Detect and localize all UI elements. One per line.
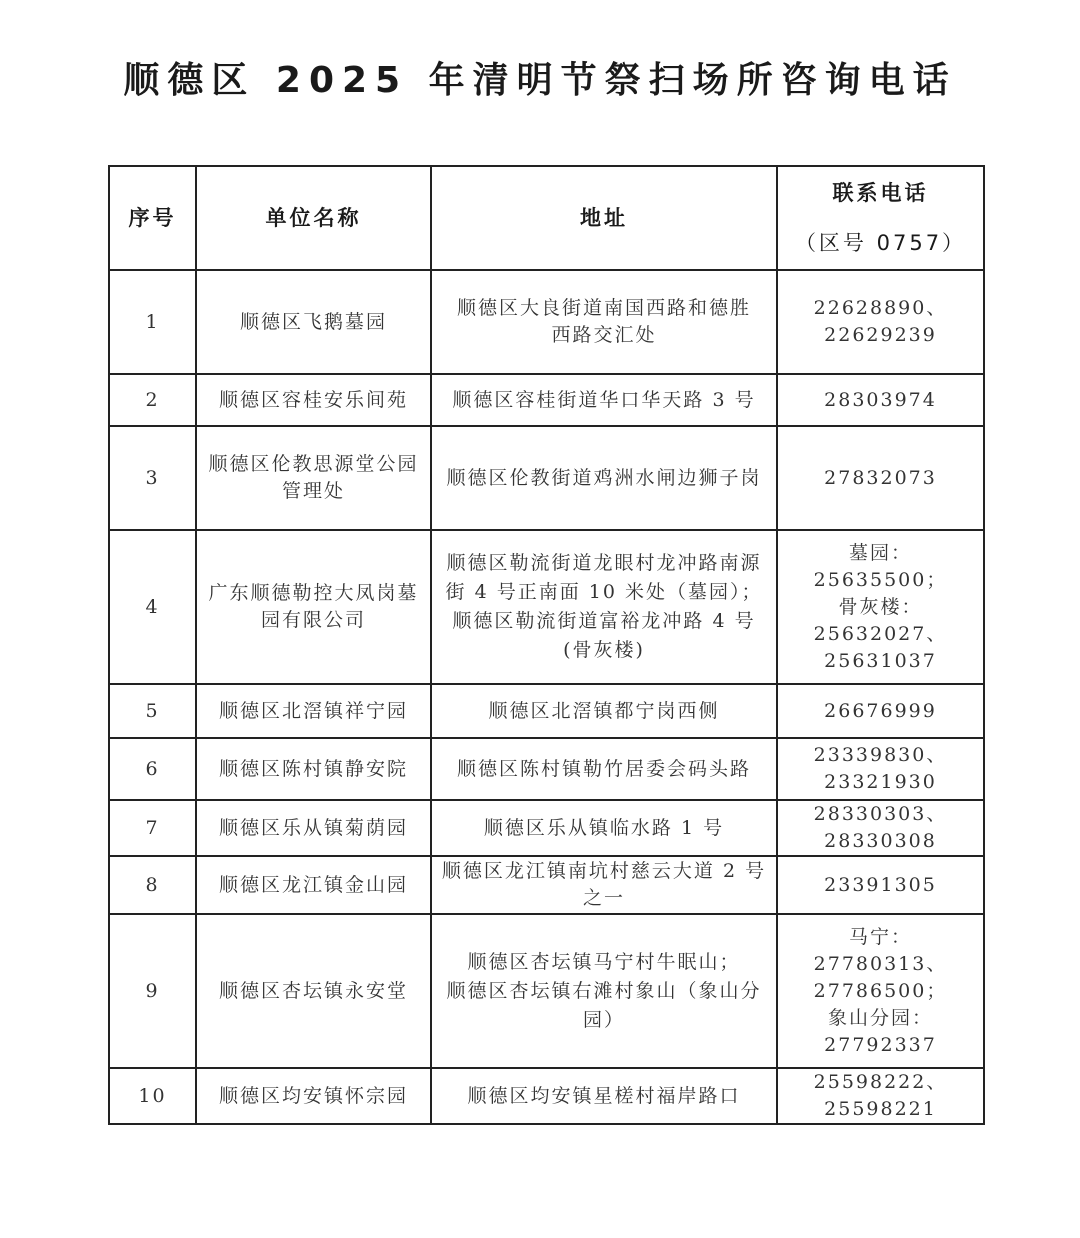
phone-line: 22628890、 (813, 297, 948, 319)
table-row (109, 426, 984, 530)
phone-line: 马宁：27780313、 (813, 925, 948, 975)
row-index: 8 (109, 856, 196, 914)
header-name: 单位名称 (196, 166, 431, 270)
name-line: 管理处 (281, 480, 345, 502)
address-line: 顺德区杏坛镇马宁村牛眠山； (467, 950, 741, 973)
phone-line: 墓园：25635500； (813, 541, 948, 591)
table-row (109, 684, 984, 738)
row-index: 9 (109, 914, 196, 1068)
row-index: 7 (109, 800, 196, 856)
table-row (109, 270, 984, 374)
table-row (109, 374, 984, 426)
page-title: 顺德区 2025 年清明节祭扫场所咨询电话 (123, 60, 957, 101)
address-line: 西路交汇处 (551, 324, 657, 346)
table-row (109, 1068, 984, 1124)
row-name: 顺德区飞鹅墓园 (196, 270, 431, 374)
row-phone: 27832073 (777, 426, 984, 530)
header-phone (777, 166, 984, 270)
row-address (431, 914, 777, 1068)
name-line: 广东顺德勒控大凤岗墓 (208, 582, 419, 604)
phone-line: 象山分园：27792337 (824, 1006, 937, 1056)
row-address: 顺德区容桂街道华口华天路 3 号 (431, 374, 777, 426)
row-index: 10 (109, 1068, 196, 1124)
table-header-row (109, 166, 984, 270)
address-line: 顺德区杏坛镇右滩村象山（象山分园） (446, 979, 762, 1031)
row-phone: 28330303、28330308 (777, 800, 984, 856)
table-row (109, 738, 984, 800)
table-row (109, 530, 984, 684)
row-index: 4 (109, 530, 196, 684)
row-address (431, 270, 777, 374)
row-name: 顺德区均安镇怀宗园 (196, 1068, 431, 1124)
header-area-code: （区号 0757） (794, 231, 967, 255)
row-address: 顺德区乐从镇临水路 1 号 (431, 800, 777, 856)
table-row (109, 914, 984, 1068)
row-address: 顺德区北滘镇都宁岗西侧 (431, 684, 777, 738)
phone-line: 骨灰楼：25632027、 (813, 595, 948, 645)
name-line: 顺德区伦教思源堂公园 (208, 453, 419, 475)
row-name: 顺德区北滘镇祥宁园 (196, 684, 431, 738)
row-name (196, 426, 431, 530)
header-index: 序号 (109, 166, 196, 270)
row-address (431, 530, 777, 684)
row-phone: 26676999 (777, 684, 984, 738)
phone-line: 27786500； (813, 979, 948, 1002)
address-line: 顺德区大良街道南国西路和德胜 (456, 297, 751, 319)
row-phone: 23391305 (777, 856, 984, 914)
row-name: 顺德区陈村镇静安院 (196, 738, 431, 800)
row-name: 顺德区乐从镇菊荫园 (196, 800, 431, 856)
phone-line: 22629239 (824, 324, 937, 346)
row-index: 6 (109, 738, 196, 800)
row-address: 顺德区龙江镇南坑村慈云大道 2 号之一 (431, 856, 777, 914)
phone-line: 25631037 (824, 649, 937, 672)
contact-table (108, 165, 985, 1125)
row-index: 2 (109, 374, 196, 426)
row-address: 顺德区均安镇星槎村福岸路口 (431, 1068, 777, 1124)
table-row (109, 856, 984, 914)
row-phone: 23339830、23321930 (777, 738, 984, 800)
row-address: 顺德区伦教街道鸡洲水闸边狮子岗 (431, 426, 777, 530)
row-phone: 25598222、25598221 (777, 1068, 984, 1124)
name-line: 园有限公司 (260, 609, 366, 631)
row-phone (777, 270, 984, 374)
row-index: 3 (109, 426, 196, 530)
address-line: 顺德区勒流街道龙眼村龙冲路南源街 4 号正南面 10 米处（墓园）； (445, 552, 763, 603)
row-address: 顺德区陈村镇勒竹居委会码头路 (431, 738, 777, 800)
row-phone (777, 530, 984, 684)
row-phone (777, 914, 984, 1068)
header-address: 地址 (431, 166, 777, 270)
header-phone-label: 联系电话 (832, 181, 929, 205)
address-line: 顺德区勒流街道富裕龙冲路 4 号(骨灰楼) (452, 610, 756, 661)
row-name: 顺德区容桂安乐间苑 (196, 374, 431, 426)
table-row (109, 800, 984, 856)
row-name (196, 530, 431, 684)
row-phone: 28303974 (777, 374, 984, 426)
row-index: 1 (109, 270, 196, 374)
row-index: 5 (109, 684, 196, 738)
row-name: 顺德区龙江镇金山园 (196, 856, 431, 914)
row-name: 顺德区杏坛镇永安堂 (196, 914, 431, 1068)
